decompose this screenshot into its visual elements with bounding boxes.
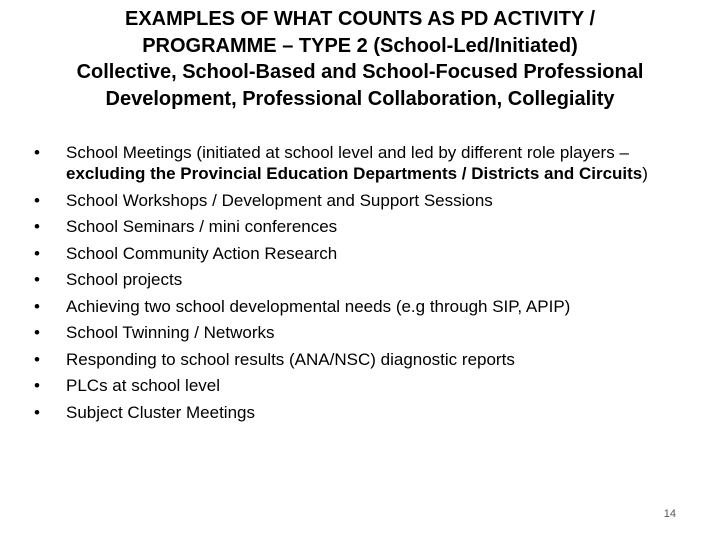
title-line: EXAMPLES OF WHAT COUNTS AS PD ACTIVITY / [124, 8, 596, 30]
item-text: School Meetings (initiated at school level and led by different role players – [66, 143, 629, 162]
list-item: • PLCs at school level [30, 375, 680, 396]
list-item: • Subject Cluster Meetings [30, 402, 680, 423]
item-bold-text: excluding the Provincial Education Departments / Districts and Circuits [66, 164, 643, 183]
list-item: • Achieving two school developmental needs (e.g through SIP, APIP) [30, 296, 680, 317]
title-line: Development, Professional Collaboration, Collegiality [105, 87, 615, 110]
page-number: 14 [663, 508, 676, 520]
title-line: Collective, School-Based and School-Focused Professional [76, 61, 644, 83]
list-item: • School Community Action Research [30, 243, 680, 264]
title-line: PROGRAMME – TYPE 2 (School-Led/Initiated) [142, 34, 578, 57]
list-item: • School Twinning / Networks [30, 322, 680, 343]
list-item: • School Workshops / Development and Support Sessions [30, 190, 680, 211]
list-item [30, 142, 680, 184]
list-item: • School Seminars / mini conferences [30, 216, 680, 237]
bullet-list [30, 142, 680, 428]
item-text-end: ) [642, 164, 648, 183]
list-item: • Responding to school results (ANA/NSC) diagnostic reports [30, 349, 680, 370]
list-item: • School projects [30, 269, 680, 290]
slide-title [40, 6, 680, 112]
